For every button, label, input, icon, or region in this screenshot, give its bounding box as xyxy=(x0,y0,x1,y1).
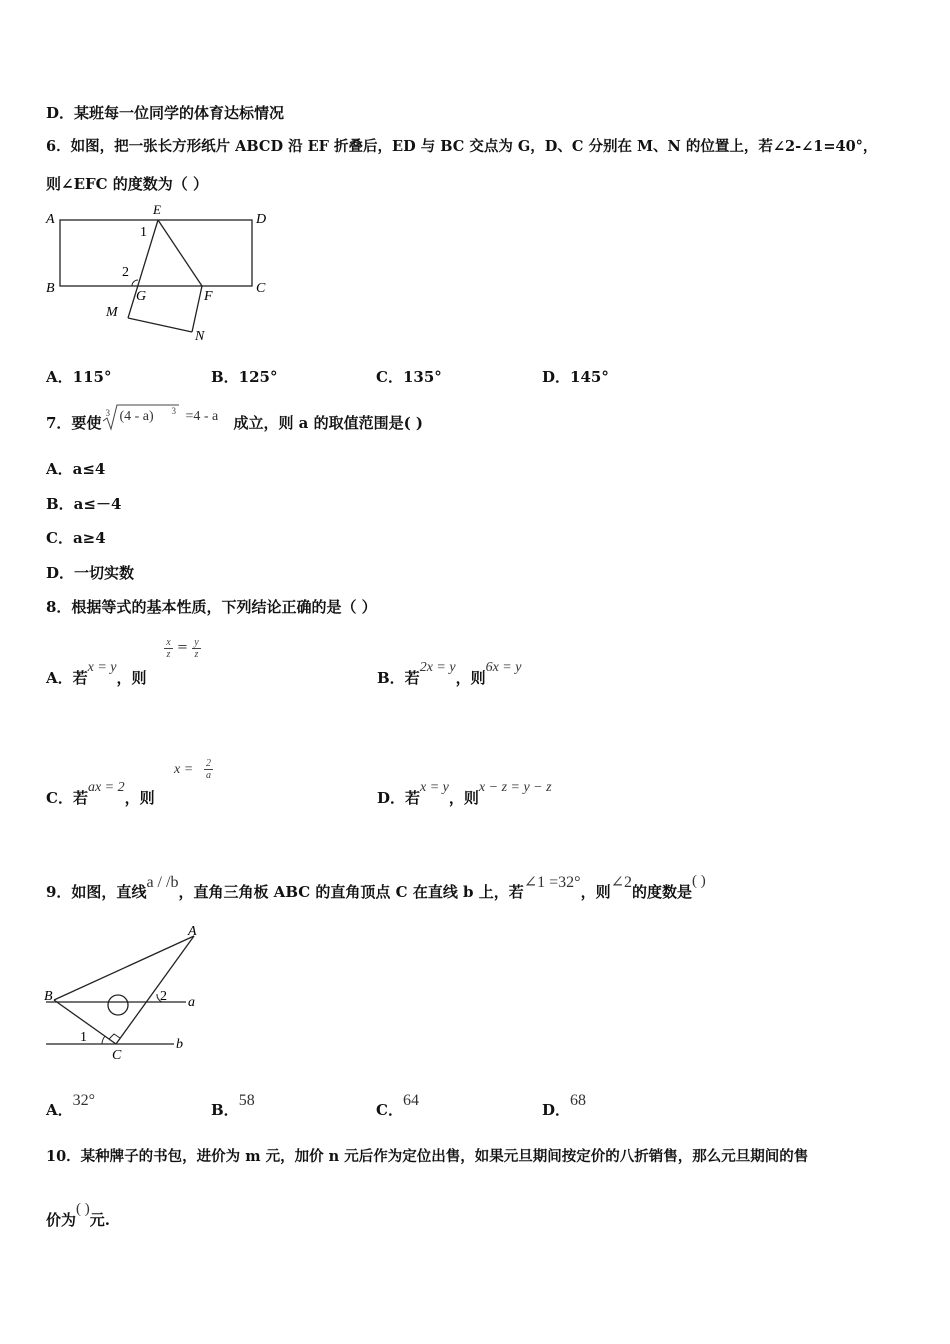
q7-exponent: 3 xyxy=(171,406,176,416)
q6-option-c: C．135° xyxy=(376,368,442,386)
q8-option-d-result: x − z = y − z xyxy=(478,780,552,795)
q9-option-d-letter: D． xyxy=(542,1101,571,1119)
q8-option-b-label: B．若 xyxy=(377,669,420,687)
q9-suffix: 的度数是 xyxy=(632,883,693,901)
q9-stem xyxy=(46,873,706,903)
q9-parallel-lines: a / /b xyxy=(146,874,179,891)
q8-option-d-then: ，则 xyxy=(448,789,479,807)
q6-rectangle-abcd xyxy=(60,220,252,286)
q8-option-d-label: D．若 xyxy=(377,789,421,807)
q10-stem-line2 xyxy=(46,1201,110,1231)
q6-label-d: D xyxy=(256,212,267,227)
q6-label-f: F xyxy=(204,289,213,304)
q8-option-a-frac-left xyxy=(164,637,173,660)
q9-right-angle-mark xyxy=(109,1034,120,1039)
q7-option-d: D．一切实数 xyxy=(46,564,135,582)
q6-label-angle-2: 2 xyxy=(122,265,129,280)
q7-rhs: =4 - a xyxy=(185,409,219,424)
q9-option-b-letter: B． xyxy=(211,1101,239,1119)
q9-angle-2: ∠2 xyxy=(610,874,632,891)
q7-root-index: 3 xyxy=(105,408,110,418)
q8-option-c xyxy=(46,780,155,810)
q8-option-c-then: ，则 xyxy=(124,789,155,807)
q6-label-g: G xyxy=(136,289,147,304)
q8-option-c-frac-num: 2 xyxy=(206,758,211,769)
q10-answer-blank: ( ) xyxy=(76,1201,90,1217)
q9-angle-1: ∠1 =32° xyxy=(523,874,581,891)
q9-mid2: ，则 xyxy=(580,883,611,901)
q9-option-d xyxy=(542,1092,587,1121)
q8-option-a-frac-left-den: z xyxy=(166,649,171,660)
q9-answer-blank: ( ) xyxy=(692,873,706,889)
q6-folded-edge-mn xyxy=(128,318,192,332)
q6-option-d: D．145° xyxy=(542,368,609,386)
q10-line2-suffix: 元. xyxy=(89,1211,110,1229)
q7-option-a: A．a≤4 xyxy=(46,460,106,478)
q9-label-b-vertex: B xyxy=(44,989,53,1004)
q9-label-line-a: a xyxy=(188,995,195,1010)
q8-option-a-frac-right-den: z xyxy=(194,649,199,660)
q8-option-c-frac xyxy=(204,758,213,781)
q6-label-b: B xyxy=(46,281,55,296)
q9-option-b-value: 58 xyxy=(238,1092,255,1109)
q8-option-c-frac-den: a xyxy=(206,770,211,781)
q6-folded-edge-nf xyxy=(192,286,202,332)
q9-triangle-hole xyxy=(108,995,128,1015)
q8-option-d xyxy=(377,780,552,810)
q6-label-n: N xyxy=(195,329,205,344)
q9-mid: ，直角三角板 ABC 的直角顶点 C 在直线 b 上，若 xyxy=(178,883,524,901)
q7-stem xyxy=(46,406,424,433)
q5-option-d: D．某班每一位同学的体育达标情况 xyxy=(46,104,285,122)
q9-triangle-side-ba xyxy=(54,936,194,1000)
q8-option-a-condition: x = y xyxy=(87,660,117,675)
q9-label-angle-2: 2 xyxy=(160,989,167,1004)
q8-stem: 8．根据等式的基本性质，下列结论正确的是（ ） xyxy=(46,598,377,616)
q8-option-b xyxy=(377,660,522,690)
q9-figure xyxy=(40,920,210,1065)
q8-option-a-frac-right-num: y xyxy=(192,637,201,649)
q7-radicand: (4 - a) xyxy=(119,409,154,424)
q8-option-a xyxy=(46,660,147,690)
q7-suffix: 成立，则 a 的取值范围是( ) xyxy=(233,414,424,432)
q6-label-c: C xyxy=(256,281,266,296)
q7-prefix: 7．要使 xyxy=(46,414,102,432)
q7-option-c: C．a≥4 xyxy=(46,529,106,547)
q7-cube-root-expression xyxy=(101,406,233,433)
q9-option-a-value: 32° xyxy=(72,1092,96,1109)
q6-option-b: B．125° xyxy=(211,368,278,386)
q8-option-c-label: C．若 xyxy=(46,789,88,807)
q7-option-b: B．a≤－4 xyxy=(46,495,122,513)
q10-stem-line1: 10．某种牌子的书包，进价为 m 元，加价 n 元后作为定位出售，如果元旦期间按定价的八折销售，那么元旦期间的售 xyxy=(46,1148,809,1165)
q8-option-a-then: ，则 xyxy=(116,669,147,687)
q8-option-a-label: A．若 xyxy=(46,669,88,687)
q9-option-c xyxy=(376,1092,419,1121)
q9-label-c-vertex: C xyxy=(112,1048,122,1063)
q8-option-b-condition: 2x = y xyxy=(419,660,456,675)
q6-label-m: M xyxy=(106,305,118,320)
q8-option-b-result: 6x = y xyxy=(485,660,522,675)
q9-option-c-value: 64 xyxy=(402,1092,419,1109)
q6-figure xyxy=(40,200,280,350)
q6-label-e: E xyxy=(153,202,161,217)
q9-label-line-b: b xyxy=(176,1037,183,1052)
q8-option-a-eq: = xyxy=(177,640,188,655)
q6-label-angle-1: 1 xyxy=(140,225,147,240)
q9-triangle-side-ac xyxy=(116,936,194,1044)
q9-label-angle-1: 1 xyxy=(80,1030,87,1045)
q9-option-c-letter: C． xyxy=(376,1101,403,1119)
q8-option-a-frac-right xyxy=(192,637,201,660)
q9-option-b xyxy=(211,1092,255,1121)
q8-option-c-lhs: x = xyxy=(174,762,194,777)
q6-fold-line-ef xyxy=(158,220,202,286)
q9-angle-1-arc xyxy=(102,1036,105,1044)
q6-option-a: A．115° xyxy=(46,368,112,386)
q9-label-a-vertex: A xyxy=(188,924,197,939)
q9-prefix: 9．如图，直线 xyxy=(46,883,147,901)
q10-line2-prefix: 价为 xyxy=(46,1211,77,1229)
q6-angle-2-arc xyxy=(132,280,138,286)
q8-option-c-condition: ax = 2 xyxy=(87,780,125,795)
q6-stem-line1: 6．如图，把一张长方形纸片 ABCD 沿 EF 折叠后，ED 与 BC 交点为 G，D、C 分别在 M、N 的位置上，若∠2-∠1=40°， xyxy=(46,138,878,155)
q6-label-a: A xyxy=(46,212,55,227)
q9-option-a-letter: A． xyxy=(46,1101,73,1119)
q8-option-d-condition: x = y xyxy=(420,780,449,795)
q8-option-b-then: ，则 xyxy=(455,669,486,687)
q8-option-c-result xyxy=(174,758,224,788)
q9-option-d-value: 68 xyxy=(570,1092,587,1109)
q9-option-a xyxy=(46,1092,96,1121)
q6-stem-line2: 则∠EFC 的度数为（ ） xyxy=(46,175,209,193)
q8-option-a-result xyxy=(164,637,208,667)
q8-option-a-frac-left-num: x xyxy=(164,637,173,649)
